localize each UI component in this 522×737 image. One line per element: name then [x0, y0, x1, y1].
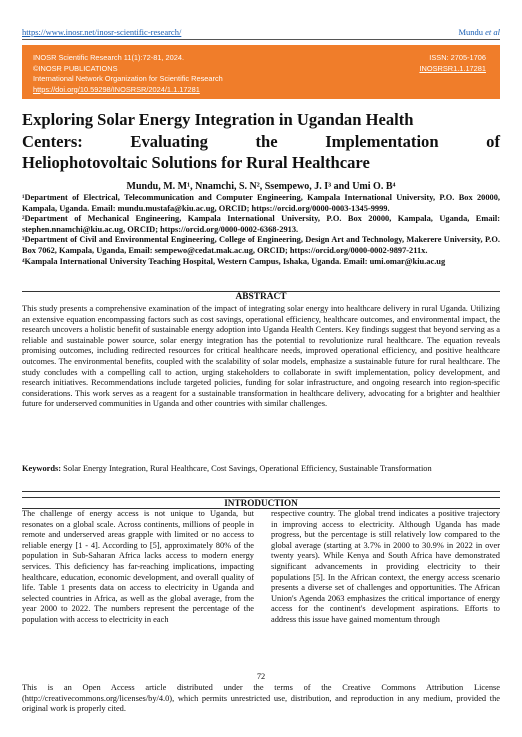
affiliation-2: ²Department of Mechanical Engineering, Kampala International University, P.O. Box 20000, Kampala, Uganda, Email: stephen.nnamchi@kiu.ac.ug, ORCID; https://orcid.org/0000-0002-6368-2913.: [22, 214, 500, 234]
keywords-list: Solar Energy Integration, Rural Healthcare, Cost Savings, Operational Efficiency, Sustainable Transformation: [63, 464, 432, 473]
article-code[interactable]: INOSRSR1.1.17281: [419, 63, 486, 73]
copyright: ©INOSR PUBLICATIONS: [33, 63, 118, 73]
paper-title: [22, 109, 500, 174]
journal-banner: [22, 45, 500, 99]
author-list: Mundu, M. M¹, Nnamchi, S. N², Ssempewo, J. I³ and Umi O. B⁴: [126, 181, 396, 192]
title-line-2: Centers: Evaluating the Implementation of: [22, 131, 500, 151]
journal-url[interactable]: https://www.inosr.net/inosr-scientific-research/: [22, 27, 182, 37]
abstract-heading: ABSTRACT: [235, 292, 287, 302]
title-line-3: Heliophotovoltaic Solutions for Rural Healthcare: [22, 153, 370, 172]
title-line-1: Exploring Solar Energy Integration in Ugandan Health: [22, 110, 414, 129]
affiliation-1: ¹Department of Electrical, Telecommunication and Computer Engineering, Kampala International University, P.O. Box 20000, Kampala, Uganda. Email: mundu.mustafa@kiu.ac.ug, ORCID; https://orcid.org/0000-0003-1345-9999.: [22, 193, 500, 213]
intro-column-right: respective country. The global trend indicates a positive trajectory in improving access to electricity. Although Uganda has made progress, but the percentage is still relatively low compared to the global average (starting at 3.7% in 2000 to 30.9% in 2022 in over twenty years). While Kenya and South Africa have demonstrated significant advancements in providing electricity to their populations [5]. In the African context, the energy access scenario presents a diverse set of challenges and opportunities. The African Union's Agenda 2063 emphasizes the critical importance of energy access for the continent's development aspirations. Efforts to address this issue have gained momentum through: [271, 509, 500, 624]
intro-column-left: The challenge of energy access is not unique to Uganda, but resonates on a global scale. Across continents, millions of people in remote and underserved areas grapple with limited or no access to reliable energy [1 - 4]. According to [5], approximately 80% of the population in Sub-Saharan Africa lacks access to modern energy services. This deficiency has far-reaching implications, impacting healthcare, education, economic development, and overall quality of life. Table 1 presents data on access to electricity in Uganda and selected countries in Africa, as well as the global average, from the year 2000 to 2022. The numbers represent the percentage of the population with access to electricity in each: [22, 509, 254, 624]
keywords: [22, 464, 500, 475]
journal-citation: INOSR Scientific Research 11(1):72-81, 2024.: [33, 53, 185, 62]
affiliation-3: ³Department of Civil and Environmental Engineering, College of Engineering, Design Art and Technology, Makerere University, P.O. Box 7062, Kampala, Uganda, Email: sempewo@cedat.mak.ac.ug, ORCID; https://orcid.org/0000-0002-9897-211x.: [22, 235, 500, 255]
issn: ISSN: 2705-1706: [429, 53, 486, 62]
keywords-label: Keywords:: [22, 464, 62, 473]
running-author: Mundu et al: [458, 27, 500, 37]
affiliation-4: ⁴Kampala International University Teaching Hospital, Western Campus, Ishaka, Uganda. Email: umi.omar@kiu.ac.ug: [22, 256, 446, 266]
header-rule: [22, 39, 500, 40]
affiliations: [22, 193, 500, 267]
doi-link[interactable]: https://doi.org/10.59298/INOSRSR/2024/1.1.17281: [33, 84, 200, 94]
license-footer: This is an Open Access article distributed under the terms of the Creative Commons Attribution License (http://creativecommons.org/licenses/by/4.0), which permits unrestricted use, distribution, and reproduction in any medium, provided the original work is properly cited.: [22, 683, 500, 714]
page-number: 72: [256, 672, 266, 681]
abstract-text: This study presents a comprehensive examination of the impact of integrating solar energy into healthcare delivery in rural Uganda. Utilizing an extensive equation encompassing factors such as cost savings, operational efficiency, healthcare outcomes, and environmental impact, the research uncovers a holistic benefit of sustainable energy adoption into Uganda Health Centers. Key findings suggest that beyond serving as a reliable and sustainable power source, solar energy integration has the potential to revolutionize rural healthcare. The equation reveals promising outcomes, including redirected resources for critical healthcare needs, improved operational efficiency, and positive healthcare outcomes. The environmental benefits, coupled with the scalability of solar models, emphasize a sustainable future for rural healthcare. The study concludes with a compelling call to action, urging stakeholders to collaborate in swift implementation, policy development, and research initiatives. Recommendations include targeted policies, funding for solar infrastructure, and ongoing research into region-specific considerations. This work serves as a reagent for a sustainable transformation in healthcare delivery, advocating for a brighter and healthier future for underserved communities in Uganda and other countries with similar challenges.: [22, 304, 500, 409]
org-name: International Network Organization for Scientific Research: [33, 74, 223, 83]
introduction-heading: INTRODUCTION: [224, 498, 298, 508]
